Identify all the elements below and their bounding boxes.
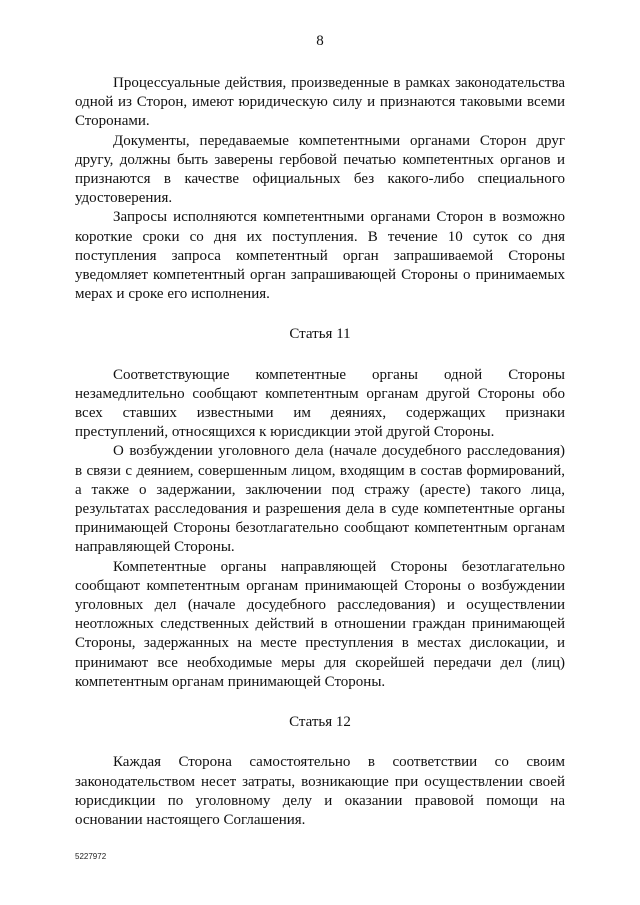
paragraph-documents: Документы, передаваемые компетентными органами Сторон друг другу, должны быть заверены гербовой печатью компетентных органов и признаются в качестве официальных без какого-либо специального удостоверения.	[75, 132, 565, 207]
article-12-title: Статья 12	[289, 714, 351, 731]
document-code: 5227972	[75, 852, 107, 861]
article-11-paragraph-1: Соответствующие компетентные органы одной Стороны незамедлительно сообщают компетентным органам другой Стороны обо всех ставших известными им деяниях, содержащих признаки преступлений, относящихся к юрисдикции этой другой Стороны.	[75, 366, 565, 441]
article-11-title: Статья 11	[289, 326, 351, 343]
paragraph-procedural-actions: Процессуальные действия, произведенные в рамках законодательства одной из Сторон, имеют юридическую силу и признаются таковыми всеми Сторонами.	[75, 75, 565, 130]
document-body	[75, 74, 565, 830]
page-number: 8	[316, 33, 324, 49]
paragraph-requests: Запросы исполняются компетентными органами Сторон в возможно короткие сроки со дня их поступления. В течение 10 суток со дня поступления запроса компетентный орган запрашиваемой Стороны уведомляет компетентный орган запрашивающей Стороны о принимаемых мерах и сроке его исполнения.	[75, 209, 565, 303]
article-11-paragraph-2: О возбуждении уголовного дела (начале досудебного расследования) в связи с деянием, совершенным лицом, входящим в состав формирований, а также о задержании, заключении под стражу (аресте) такого лица, результатах расследования и разрешения дела в суде компетентные органы принимающей Стороны безотлагательно сообщают компетентным органам направляющей Стороны.	[75, 443, 565, 556]
article-11-paragraph-3: Компетентные органы направляющей Стороны безотлагательно сообщают компетентным органам принимающей Стороны о возбуждении уголовных дел (начале досудебного расследования) и осуществлении неотложных следственных действий в отношении граждан принимающей Стороны, задержанных на месте преступления в местах дислокации, и принимают все необходимые меры для скорейшей передачи дел (лиц) компетентным органам принимающей Стороны.	[75, 558, 565, 690]
article-12-paragraph-1: Каждая Сторона самостоятельно в соответствии со своим законодательством несет затраты, возникающие при осуществлении своей юрисдикции по уголовному делу и оказании правовой помощи на основании настоящего Соглашения.	[75, 754, 565, 828]
